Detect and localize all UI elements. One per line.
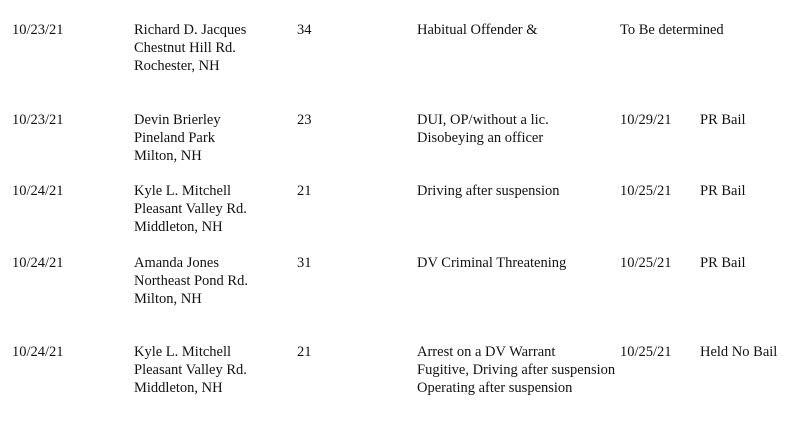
charge-line: Disobeying an officer bbox=[417, 130, 544, 146]
charges-block bbox=[417, 21, 538, 39]
charge-line: DV Criminal Threatening bbox=[417, 255, 567, 271]
arrestee-age: 21 bbox=[297, 183, 312, 199]
court-date: To Be determined bbox=[620, 22, 724, 38]
charge-line: Driving after suspension bbox=[417, 183, 560, 199]
charge-line: DUI, OP/without a lic. bbox=[417, 112, 549, 128]
arrest-record bbox=[0, 21, 800, 111]
charges-block bbox=[417, 182, 560, 200]
charge-line: Habitual Offender & bbox=[417, 22, 538, 38]
arrestee-street: Chestnut Hill Rd. bbox=[134, 40, 236, 56]
arrest-date: 10/23/21 bbox=[12, 22, 64, 38]
arrestee-town: Middleton, NH bbox=[134, 380, 223, 396]
bail-status: PR Bail bbox=[700, 112, 746, 128]
arrestee-street: Pineland Park bbox=[134, 130, 215, 146]
arrestee-name: Kyle L. Mitchell bbox=[134, 344, 232, 360]
charge-line: Operating after suspension bbox=[417, 380, 573, 396]
arrestee-block bbox=[134, 343, 247, 397]
arrestee-block bbox=[134, 111, 221, 165]
arrest-record bbox=[0, 343, 800, 433]
arrestee-age: 31 bbox=[297, 255, 312, 271]
arrest-date: 10/24/21 bbox=[12, 255, 64, 271]
arrest-date: 10/24/21 bbox=[12, 183, 64, 199]
arrestee-block bbox=[134, 182, 247, 236]
charge-line: Fugitive, Driving after suspension bbox=[417, 362, 616, 378]
charges-block bbox=[417, 111, 549, 147]
arrest-date: 10/23/21 bbox=[12, 112, 64, 128]
arrestee-town: Middleton, NH bbox=[134, 219, 223, 235]
arrestee-name: Amanda Jones bbox=[134, 255, 219, 271]
arrestee-name: Devin Brierley bbox=[134, 112, 221, 128]
arrestee-street: Pleasant Valley Rd. bbox=[134, 362, 247, 378]
arrestee-age: 23 bbox=[297, 112, 312, 128]
arrestee-town: Milton, NH bbox=[134, 291, 202, 307]
arrestee-town: Milton, NH bbox=[134, 148, 202, 164]
arrestee-street: Northeast Pond Rd. bbox=[134, 273, 248, 289]
court-date: 10/25/21 bbox=[620, 183, 672, 199]
court-date: 10/29/21 bbox=[620, 112, 672, 128]
bail-status: PR Bail bbox=[700, 255, 746, 271]
arrestee-age: 34 bbox=[297, 22, 312, 38]
arrest-record bbox=[0, 254, 800, 344]
arrest-date: 10/24/21 bbox=[12, 344, 64, 360]
arrestee-age: 21 bbox=[297, 344, 312, 360]
arrestee-street: Pleasant Valley Rd. bbox=[134, 201, 247, 217]
charges-block bbox=[417, 343, 615, 397]
arrestee-block bbox=[134, 21, 246, 75]
arrestee-name: Richard D. Jacques bbox=[134, 22, 247, 38]
bail-status: Held No Bail bbox=[700, 344, 778, 360]
arrestee-block bbox=[134, 254, 248, 308]
court-date: 10/25/21 bbox=[620, 344, 672, 360]
arrestee-town: Rochester, NH bbox=[134, 58, 220, 74]
arrestee-name: Kyle L. Mitchell bbox=[134, 183, 232, 199]
bail-status: PR Bail bbox=[700, 183, 746, 199]
court-date: 10/25/21 bbox=[620, 255, 672, 271]
charge-line: Arrest on a DV Warrant bbox=[417, 344, 556, 360]
charges-block bbox=[417, 254, 566, 272]
